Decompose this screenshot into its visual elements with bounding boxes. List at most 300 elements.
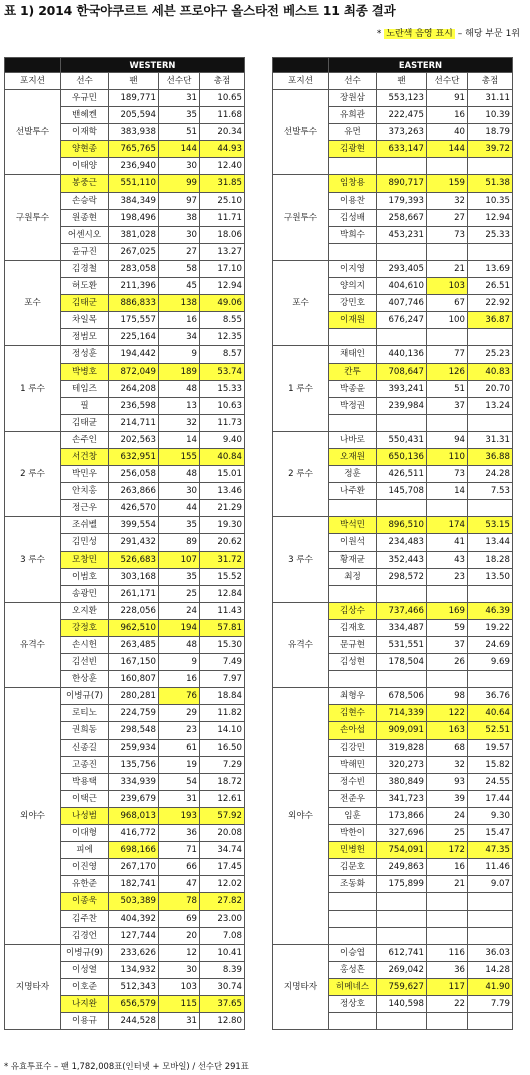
player-name: 모창민 bbox=[61, 551, 109, 568]
total-score: 7.49 bbox=[200, 654, 245, 671]
fan-votes: 222,475 bbox=[377, 107, 427, 124]
total-score: 12.35 bbox=[200, 329, 245, 346]
total-score: 47.35 bbox=[468, 842, 513, 859]
total-score: 20.08 bbox=[200, 825, 245, 842]
fan-votes bbox=[377, 500, 427, 517]
total-score: 7.08 bbox=[200, 927, 245, 944]
team-votes: 19 bbox=[159, 756, 200, 773]
team-votes: 38 bbox=[159, 209, 200, 226]
player-name: 나지완 bbox=[61, 995, 109, 1012]
player-name: 이원석 bbox=[329, 534, 377, 551]
fan-votes: 134,932 bbox=[109, 961, 159, 978]
fan-votes bbox=[377, 158, 427, 175]
team-votes: 138 bbox=[159, 295, 200, 312]
col-position: 포지션 bbox=[5, 73, 61, 90]
player-name bbox=[329, 158, 377, 175]
player-name: 박해민 bbox=[329, 756, 377, 773]
fan-votes: 962,510 bbox=[109, 619, 159, 636]
fan-votes: 225,164 bbox=[109, 329, 159, 346]
player-name: 이승엽 bbox=[329, 944, 377, 961]
player-name: 우규민 bbox=[61, 90, 109, 107]
player-name: 강민호 bbox=[329, 295, 377, 312]
player-name: 이병규(9) bbox=[61, 944, 109, 961]
player-name: 이대형 bbox=[61, 825, 109, 842]
fan-votes: 127,744 bbox=[109, 927, 159, 944]
team-votes: 37 bbox=[427, 397, 468, 414]
eastern-table bbox=[272, 57, 513, 1030]
team-votes: 51 bbox=[427, 380, 468, 397]
fan-votes: 175,557 bbox=[109, 312, 159, 329]
team-votes: 144 bbox=[427, 141, 468, 158]
player-name bbox=[329, 585, 377, 602]
player-name: 나바로 bbox=[329, 431, 377, 448]
player-name: 최형우 bbox=[329, 688, 377, 705]
table-row bbox=[273, 688, 513, 705]
total-score: 31.72 bbox=[200, 551, 245, 568]
team-votes bbox=[427, 158, 468, 175]
team-votes: 59 bbox=[427, 619, 468, 636]
fan-votes: 373,263 bbox=[377, 124, 427, 141]
fan-votes bbox=[377, 910, 427, 927]
total-score: 12.94 bbox=[200, 278, 245, 295]
team-votes: 61 bbox=[159, 739, 200, 756]
fan-votes: 239,679 bbox=[109, 790, 159, 807]
total-score: 8.57 bbox=[200, 346, 245, 363]
fan-votes bbox=[377, 414, 427, 431]
player-name: 이지영 bbox=[329, 260, 377, 277]
player-name: 김성현 bbox=[329, 654, 377, 671]
table-row bbox=[5, 431, 245, 448]
player-name: 이범호 bbox=[61, 568, 109, 585]
player-name: 봉중근 bbox=[61, 175, 109, 192]
player-name: 김태군 bbox=[61, 295, 109, 312]
total-score: 40.64 bbox=[468, 705, 513, 722]
team-votes: 66 bbox=[159, 859, 200, 876]
player-name: 조동화 bbox=[329, 876, 377, 893]
team-votes: 37 bbox=[427, 637, 468, 654]
team-votes: 16 bbox=[427, 107, 468, 124]
player-name: 박민우 bbox=[61, 466, 109, 483]
team-votes: 20 bbox=[159, 927, 200, 944]
team-votes: 99 bbox=[159, 175, 200, 192]
total-score bbox=[468, 585, 513, 602]
western-table bbox=[4, 57, 245, 1030]
total-score: 7.29 bbox=[200, 756, 245, 773]
player-name: 민병헌 bbox=[329, 842, 377, 859]
fan-votes: 890,717 bbox=[377, 175, 427, 192]
position-cell: 2 루수 bbox=[5, 431, 61, 516]
player-name: 고종진 bbox=[61, 756, 109, 773]
total-score: 13.50 bbox=[468, 568, 513, 585]
fan-votes: 160,807 bbox=[109, 671, 159, 688]
eastern-table-panel bbox=[272, 57, 513, 1030]
team-votes: 193 bbox=[159, 807, 200, 824]
player-name: 한상훈 bbox=[61, 671, 109, 688]
position-cell: 유격수 bbox=[273, 602, 329, 687]
player-name: 유한준 bbox=[61, 876, 109, 893]
total-score: 22.92 bbox=[468, 295, 513, 312]
team-votes: 163 bbox=[427, 722, 468, 739]
player-name: 임창용 bbox=[329, 175, 377, 192]
header-spacer bbox=[273, 58, 329, 73]
team-votes: 24 bbox=[159, 602, 200, 619]
fan-votes: 259,934 bbox=[109, 739, 159, 756]
team-votes: 30 bbox=[159, 158, 200, 175]
position-cell: 2 루수 bbox=[273, 431, 329, 516]
team-votes bbox=[427, 243, 468, 260]
fan-votes: 708,647 bbox=[377, 363, 427, 380]
fan-votes: 298,572 bbox=[377, 568, 427, 585]
player-name: 황재균 bbox=[329, 551, 377, 568]
total-score: 19.57 bbox=[468, 739, 513, 756]
total-score: 49.06 bbox=[200, 295, 245, 312]
player-name: 문규현 bbox=[329, 637, 377, 654]
team-votes: 30 bbox=[159, 226, 200, 243]
fan-votes: 135,756 bbox=[109, 756, 159, 773]
fan-votes: 261,171 bbox=[109, 585, 159, 602]
position-cell: 포수 bbox=[273, 260, 329, 345]
fan-votes: 886,833 bbox=[109, 295, 159, 312]
fan-votes: 334,487 bbox=[377, 619, 427, 636]
team-votes: 93 bbox=[427, 773, 468, 790]
team-votes: 48 bbox=[159, 466, 200, 483]
team-votes: 144 bbox=[159, 141, 200, 158]
total-score bbox=[468, 243, 513, 260]
player-name: 박용택 bbox=[61, 773, 109, 790]
total-score: 7.53 bbox=[468, 483, 513, 500]
team-votes bbox=[427, 500, 468, 517]
player-name: 손아섭 bbox=[329, 722, 377, 739]
team-votes: 39 bbox=[427, 790, 468, 807]
fan-votes: 526,683 bbox=[109, 551, 159, 568]
col-team: 선수단 bbox=[159, 73, 200, 90]
player-name: 테임즈 bbox=[61, 380, 109, 397]
total-score: 18.72 bbox=[200, 773, 245, 790]
team-votes bbox=[427, 671, 468, 688]
fan-votes bbox=[377, 243, 427, 260]
fan-votes: 531,551 bbox=[377, 637, 427, 654]
note-prefix: * bbox=[376, 29, 385, 39]
table-row bbox=[273, 431, 513, 448]
player-name: 장원삼 bbox=[329, 90, 377, 107]
team-votes bbox=[427, 329, 468, 346]
total-score: 44.93 bbox=[200, 141, 245, 158]
team-votes: 98 bbox=[427, 688, 468, 705]
team-votes: 32 bbox=[427, 756, 468, 773]
team-votes: 174 bbox=[427, 517, 468, 534]
player-name: 허도환 bbox=[61, 278, 109, 295]
team-votes: 23 bbox=[427, 568, 468, 585]
player-name: 오지환 bbox=[61, 602, 109, 619]
total-score: 9.07 bbox=[468, 876, 513, 893]
team-votes: 172 bbox=[427, 842, 468, 859]
total-score: 16.50 bbox=[200, 739, 245, 756]
team-votes: 35 bbox=[159, 568, 200, 585]
fan-votes: 551,110 bbox=[109, 175, 159, 192]
player-name: 김문호 bbox=[329, 859, 377, 876]
player-name: 권희동 bbox=[61, 722, 109, 739]
player-name: 김현수 bbox=[329, 705, 377, 722]
player-name: 이용찬 bbox=[329, 192, 377, 209]
team-votes: 31 bbox=[159, 90, 200, 107]
player-name: 박희수 bbox=[329, 226, 377, 243]
player-name: 어센시오 bbox=[61, 226, 109, 243]
fan-votes: 550,431 bbox=[377, 431, 427, 448]
fan-votes: 236,940 bbox=[109, 158, 159, 175]
fan-votes: 249,863 bbox=[377, 859, 427, 876]
team-votes: 91 bbox=[427, 90, 468, 107]
total-score: 11.71 bbox=[200, 209, 245, 226]
team-votes: 67 bbox=[427, 295, 468, 312]
fan-votes: 233,626 bbox=[109, 944, 159, 961]
player-name: 나성범 bbox=[61, 807, 109, 824]
team-votes: 29 bbox=[159, 705, 200, 722]
fan-votes: 194,442 bbox=[109, 346, 159, 363]
team-votes: 35 bbox=[159, 107, 200, 124]
total-score bbox=[468, 927, 513, 944]
player-name: 히메네스 bbox=[329, 978, 377, 995]
col-team: 선수단 bbox=[427, 73, 468, 90]
table-row bbox=[5, 346, 245, 363]
total-score bbox=[468, 414, 513, 431]
team-votes: 159 bbox=[427, 175, 468, 192]
fan-votes bbox=[377, 329, 427, 346]
player-name: 김경언 bbox=[61, 927, 109, 944]
team-votes bbox=[427, 910, 468, 927]
team-votes: 31 bbox=[159, 1013, 200, 1030]
player-name: 손시헌 bbox=[61, 637, 109, 654]
fan-votes: 179,393 bbox=[377, 192, 427, 209]
team-votes: 73 bbox=[427, 466, 468, 483]
fan-votes: 298,548 bbox=[109, 722, 159, 739]
fan-votes: 909,091 bbox=[377, 722, 427, 739]
team-votes: 54 bbox=[159, 773, 200, 790]
team-votes: 169 bbox=[427, 602, 468, 619]
fan-votes: 380,849 bbox=[377, 773, 427, 790]
team-votes bbox=[427, 1013, 468, 1030]
player-name: 김상수 bbox=[329, 602, 377, 619]
fan-votes: 263,485 bbox=[109, 637, 159, 654]
total-score: 20.34 bbox=[200, 124, 245, 141]
table-row bbox=[273, 517, 513, 534]
team-votes: 117 bbox=[427, 978, 468, 995]
position-cell: 지명타자 bbox=[5, 944, 61, 1029]
player-name: 김태균 bbox=[61, 414, 109, 431]
team-votes: 71 bbox=[159, 842, 200, 859]
total-score bbox=[468, 910, 513, 927]
fan-votes: 896,510 bbox=[377, 517, 427, 534]
legend-note bbox=[377, 26, 520, 39]
player-name: 손주인 bbox=[61, 431, 109, 448]
team-votes: 36 bbox=[159, 825, 200, 842]
team-votes: 31 bbox=[159, 790, 200, 807]
fan-votes: 404,610 bbox=[377, 278, 427, 295]
position-cell: 선발투수 bbox=[5, 90, 61, 175]
team-votes: 35 bbox=[159, 517, 200, 534]
team-votes: 194 bbox=[159, 619, 200, 636]
fan-votes: 352,443 bbox=[377, 551, 427, 568]
total-score: 36.87 bbox=[468, 312, 513, 329]
player-name: 이종욱 bbox=[61, 893, 109, 910]
fan-votes: 205,594 bbox=[109, 107, 159, 124]
player-name: 피에 bbox=[61, 842, 109, 859]
fan-votes: 968,013 bbox=[109, 807, 159, 824]
fan-votes: 267,170 bbox=[109, 859, 159, 876]
note-highlight: 노란색 음영 표시 bbox=[386, 29, 453, 39]
team-votes: 43 bbox=[427, 551, 468, 568]
total-score: 13.69 bbox=[468, 260, 513, 277]
total-score: 30.74 bbox=[200, 978, 245, 995]
total-score: 41.90 bbox=[468, 978, 513, 995]
team-votes: 27 bbox=[159, 243, 200, 260]
total-score: 8.55 bbox=[200, 312, 245, 329]
fan-votes: 167,150 bbox=[109, 654, 159, 671]
note-rest: – 해당 부문 1위 bbox=[454, 29, 520, 39]
team-votes: 32 bbox=[159, 414, 200, 431]
fan-votes: 178,504 bbox=[377, 654, 427, 671]
total-score: 9.69 bbox=[468, 654, 513, 671]
player-name: 밴헤켄 bbox=[61, 107, 109, 124]
fan-votes: 754,091 bbox=[377, 842, 427, 859]
team-votes: 77 bbox=[427, 346, 468, 363]
position-cell: 구원투수 bbox=[273, 175, 329, 260]
player-name: 전준우 bbox=[329, 790, 377, 807]
total-score: 53.15 bbox=[468, 517, 513, 534]
team-votes: 48 bbox=[159, 637, 200, 654]
player-name: 오재원 bbox=[329, 448, 377, 465]
fan-votes: 737,466 bbox=[377, 602, 427, 619]
player-name: 이택근 bbox=[61, 790, 109, 807]
total-score: 12.84 bbox=[200, 585, 245, 602]
team-votes: 51 bbox=[159, 124, 200, 141]
fan-votes: 293,405 bbox=[377, 260, 427, 277]
total-score: 7.79 bbox=[468, 995, 513, 1012]
player-name: 유희관 bbox=[329, 107, 377, 124]
fan-votes: 612,741 bbox=[377, 944, 427, 961]
total-score: 37.65 bbox=[200, 995, 245, 1012]
team-votes: 21 bbox=[427, 260, 468, 277]
col-player: 선수 bbox=[61, 73, 109, 90]
fan-votes bbox=[377, 671, 427, 688]
player-name bbox=[329, 927, 377, 944]
team-votes: 13 bbox=[159, 397, 200, 414]
fan-votes: 267,025 bbox=[109, 243, 159, 260]
fan-votes: 553,123 bbox=[377, 90, 427, 107]
total-score bbox=[468, 1013, 513, 1030]
col-position: 포지션 bbox=[273, 73, 329, 90]
fan-votes: 503,389 bbox=[109, 893, 159, 910]
fan-votes: 714,339 bbox=[377, 705, 427, 722]
team-votes: 189 bbox=[159, 363, 200, 380]
team-votes: 24 bbox=[427, 807, 468, 824]
team-votes: 48 bbox=[159, 380, 200, 397]
player-name: 김강민 bbox=[329, 739, 377, 756]
fan-votes: 404,392 bbox=[109, 910, 159, 927]
total-score: 12.40 bbox=[200, 158, 245, 175]
player-name: 원종현 bbox=[61, 209, 109, 226]
team-votes: 34 bbox=[159, 329, 200, 346]
team-votes: 115 bbox=[159, 995, 200, 1012]
player-name: 송광민 bbox=[61, 585, 109, 602]
fan-votes: 140,598 bbox=[377, 995, 427, 1012]
team-votes: 73 bbox=[427, 226, 468, 243]
total-score: 9.30 bbox=[468, 807, 513, 824]
player-name: 홍성흔 bbox=[329, 961, 377, 978]
fan-votes: 632,951 bbox=[109, 448, 159, 465]
total-score: 34.74 bbox=[200, 842, 245, 859]
total-score: 17.44 bbox=[468, 790, 513, 807]
player-name: 이성열 bbox=[61, 961, 109, 978]
total-score bbox=[468, 893, 513, 910]
team-votes: 27 bbox=[427, 209, 468, 226]
team-votes: 58 bbox=[159, 260, 200, 277]
fan-votes: 872,049 bbox=[109, 363, 159, 380]
total-score: 15.30 bbox=[200, 637, 245, 654]
player-name: 정성훈 bbox=[61, 346, 109, 363]
table-row bbox=[5, 602, 245, 619]
total-score: 40.83 bbox=[468, 363, 513, 380]
fan-votes: 381,028 bbox=[109, 226, 159, 243]
total-score: 10.63 bbox=[200, 397, 245, 414]
fan-votes: 678,506 bbox=[377, 688, 427, 705]
table-row bbox=[5, 944, 245, 961]
position-cell: 구원투수 bbox=[5, 175, 61, 260]
total-score: 18.84 bbox=[200, 688, 245, 705]
player-name: 서건창 bbox=[61, 448, 109, 465]
player-name: 유먼 bbox=[329, 124, 377, 141]
player-name: 손승락 bbox=[61, 192, 109, 209]
team-votes: 26 bbox=[427, 654, 468, 671]
player-name: 박한이 bbox=[329, 825, 377, 842]
position-cell: 유격수 bbox=[5, 602, 61, 687]
fan-votes: 633,147 bbox=[377, 141, 427, 158]
total-score: 15.47 bbox=[468, 825, 513, 842]
position-cell: 1 루수 bbox=[273, 346, 329, 431]
total-score bbox=[468, 158, 513, 175]
total-score: 21.29 bbox=[200, 500, 245, 517]
fan-votes: 256,058 bbox=[109, 466, 159, 483]
fan-votes: 676,247 bbox=[377, 312, 427, 329]
position-cell: 지명타자 bbox=[273, 944, 329, 1029]
total-score: 7.97 bbox=[200, 671, 245, 688]
total-score: 17.45 bbox=[200, 859, 245, 876]
total-score: 15.52 bbox=[200, 568, 245, 585]
total-score: 25.10 bbox=[200, 192, 245, 209]
fan-votes: 399,554 bbox=[109, 517, 159, 534]
player-name: 김주찬 bbox=[61, 910, 109, 927]
fan-votes: 283,058 bbox=[109, 260, 159, 277]
col-total: 총점 bbox=[468, 73, 513, 90]
fan-votes: 512,343 bbox=[109, 978, 159, 995]
player-name: 정상호 bbox=[329, 995, 377, 1012]
western-table-panel bbox=[4, 57, 245, 1030]
player-name: 이용규 bbox=[61, 1013, 109, 1030]
position-cell: 선발투수 bbox=[273, 90, 329, 175]
team-votes: 14 bbox=[427, 483, 468, 500]
team-votes: 16 bbox=[159, 671, 200, 688]
total-score: 25.33 bbox=[468, 226, 513, 243]
total-score: 23.00 bbox=[200, 910, 245, 927]
total-score: 9.40 bbox=[200, 431, 245, 448]
fan-votes: 202,563 bbox=[109, 431, 159, 448]
total-score bbox=[468, 329, 513, 346]
player-name: 이호준 bbox=[61, 978, 109, 995]
fan-votes: 214,711 bbox=[109, 414, 159, 431]
player-name: 나주환 bbox=[329, 483, 377, 500]
team-votes: 22 bbox=[427, 995, 468, 1012]
league-label: WESTERN bbox=[61, 58, 245, 73]
fan-votes: 236,598 bbox=[109, 397, 159, 414]
